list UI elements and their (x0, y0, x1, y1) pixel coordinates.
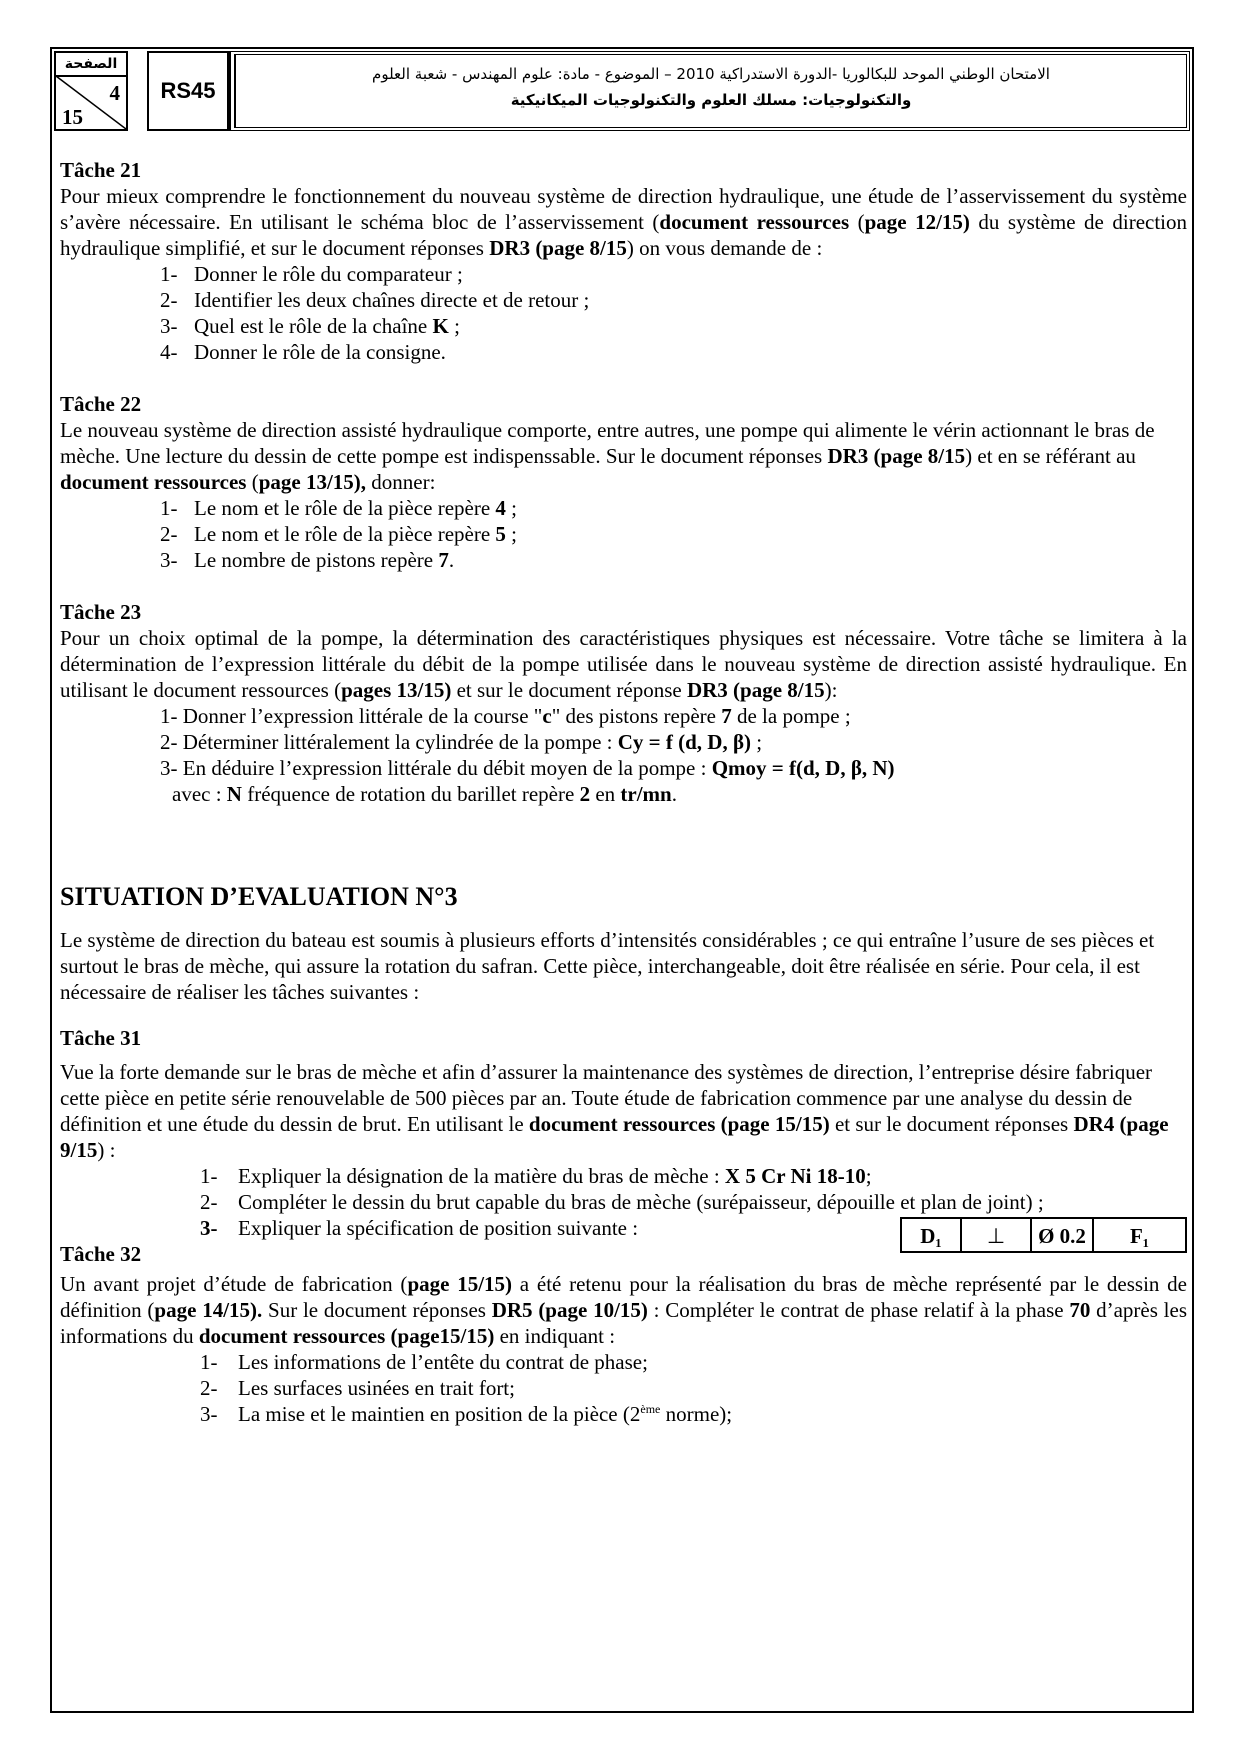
list-item: avec : N fréquence de rotation du barillet repère 2 en tr/mn. (172, 782, 677, 806)
page-number-box (54, 51, 128, 131)
exam-title (229, 51, 1190, 131)
list-item: 3- La mise et le maintien en position de la pièce (2ème norme); (200, 1402, 733, 1426)
task-22-title: Tâche 22 (60, 392, 142, 416)
task-21-title: Tâche 21 (60, 158, 142, 182)
task-32-title: Tâche 32 (60, 1242, 142, 1266)
list-item: 1- Expliquer la désignation de la matière du bras de mèche : X 5 Cr Ni 18-10; (200, 1164, 872, 1188)
list-item: 3- Quel est le rôle de la chaîne K ; (160, 314, 460, 338)
perpendicularity-symbol: ⊥ (962, 1219, 1032, 1251)
page-number: 4 (109, 81, 120, 105)
page-label: الصفحة (56, 53, 126, 77)
list-item: 3- Expliquer la spécification de position suivante : D₁ ⊥ Ø 0.2 F₁ (200, 1215, 1187, 1241)
task-31-list (60, 1163, 1187, 1248)
list-item: 2- Les surfaces usinées en trait fort; (200, 1376, 515, 1400)
subject-code: RS45 (147, 51, 229, 131)
task-21-text: Pour mieux comprendre le fonctionnement du nouveau système de direction hydraulique, une étude de l’asservissement du système s’avère nécessaire. En utilisant le schéma bloc de l’asservissement (document ressources (page 12/15) du système de direction hydraulique simplifié, et sur le document réponses DR3 (page 8/15) on vous demande de : (60, 184, 1188, 260)
tolerance-datum-f1: F₁ (1129, 1224, 1150, 1248)
situation-title: SITUATION D’EVALUATION N°3 (60, 882, 458, 911)
task-32-list (60, 1349, 1187, 1427)
task-23-title: Tâche 23 (60, 600, 142, 624)
task-31-title: Tâche 31 (60, 1026, 142, 1050)
list-item: 2- Déterminer littéralement la cylindrée de la pompe : Cy = f (d, D, β) ; (160, 730, 763, 754)
exam-title-line2: والتكنولوجيات: مسلك العلوم والتكنولوجيات الميكانيكية (510, 91, 912, 109)
list-item: 1- Le nom et le rôle de la pièce repère 4 ; (160, 496, 518, 520)
list-item: 1- Donner le rôle du comparateur ; (160, 262, 463, 286)
task-23-list (60, 703, 1187, 807)
list-item: 2- Le nom et le rôle de la pièce repère 5 ; (160, 522, 518, 546)
task-23-text: Pour un choix optimal de la pompe, la détermination des caractéristiques physiques est nécessaire. Votre tâche se limitera à la détermination de l’expression littérale du débit de la pompe utilisée dans le nouveau système de direction assisté hydraulique. En utilisant le document ressources (pages 13/15) et sur le document réponse DR3 (page 8/15): (60, 626, 1187, 702)
list-item: 3- Le nombre de pistons repère 7. (160, 548, 455, 572)
list-item: 4- Donner le rôle de la consigne. (160, 340, 446, 364)
exam-title-line1: الامتحان الوطني الموحد للبكالوريا -الدورة الاستدراكية 2010 – الموضوع - مادة: علوم المهندس - شعبة العلوم (372, 65, 1050, 83)
list-item: 2- Identifier les deux chaînes directe et de retour ; (160, 288, 590, 312)
geometric-tolerance-frame (900, 1217, 1187, 1253)
tolerance-datum-d1: D₁ (902, 1219, 962, 1251)
list-item: 3- En déduire l’expression littérale du débit moyen de la pompe : Qmoy = f(d, D, β, N) (160, 756, 895, 780)
page-header (54, 51, 1190, 135)
task-31-text: Vue la forte demande sur le bras de mèche et afin d’assurer la maintenance des systèmes de direction, l’entreprise désire fabriquer cette pièce en petite série renouvelable de 500 pièces par an. Toute étude de fabrication commence par une analyse du dessin de définition et une étude du dessin de brut. En utilisant le document ressources (page 15/15) et sur le document réponses DR4 (page 9/15) : (60, 1060, 1169, 1162)
tolerance-value: Ø 0.2 (1032, 1219, 1094, 1251)
task-22-list (60, 495, 1187, 573)
page-content (60, 157, 1187, 1427)
list-item: 2- Compléter le dessin du brut capable du bras de mèche (surépaisseur, dépouille et plan de joint) ; (200, 1190, 1044, 1214)
situation-text: Le système de direction du bateau est soumis à plusieurs efforts d’intensités considérables ; ce qui entraîne l’usure de ses pièces et surtout le bras de mèche, qui assure la rotation du safran. Cette pièce, interchangeable, doit être réalisée en série. Pour cela, il est nécessaire de réaliser les tâches suivantes : (60, 928, 1155, 1004)
list-item: 1- Les informations de l’entête du contrat de phase; (200, 1350, 648, 1374)
task-32-text: Un avant projet d’étude de fabrication (page 15/15) a été retenu pour la réalisation du bras de mèche représenté par le dessin de définition (page 14/15). Sur le document réponses DR5 (page 10/15) : Compléter le contrat de phase relatif à la phase 70 d’après les informations du document ressources (page15/15) en indiquant : (60, 1272, 1187, 1348)
page-total: 15 (62, 105, 83, 129)
task-21-list (60, 261, 1187, 365)
list-item: 1- Donner l’expression littérale de la course "c" des pistons repère 7 de la pompe ; (160, 704, 851, 728)
task-22-text: Le nouveau système de direction assisté hydraulique comporte, entre autres, une pompe qui alimente le vérin actionnant le bras de mèche. Une lecture du dessin de cette pompe est indispenssable. Sur le document réponses DR3 (page 8/15) et en se référant au document ressources (page 13/15), donner: (60, 418, 1155, 494)
